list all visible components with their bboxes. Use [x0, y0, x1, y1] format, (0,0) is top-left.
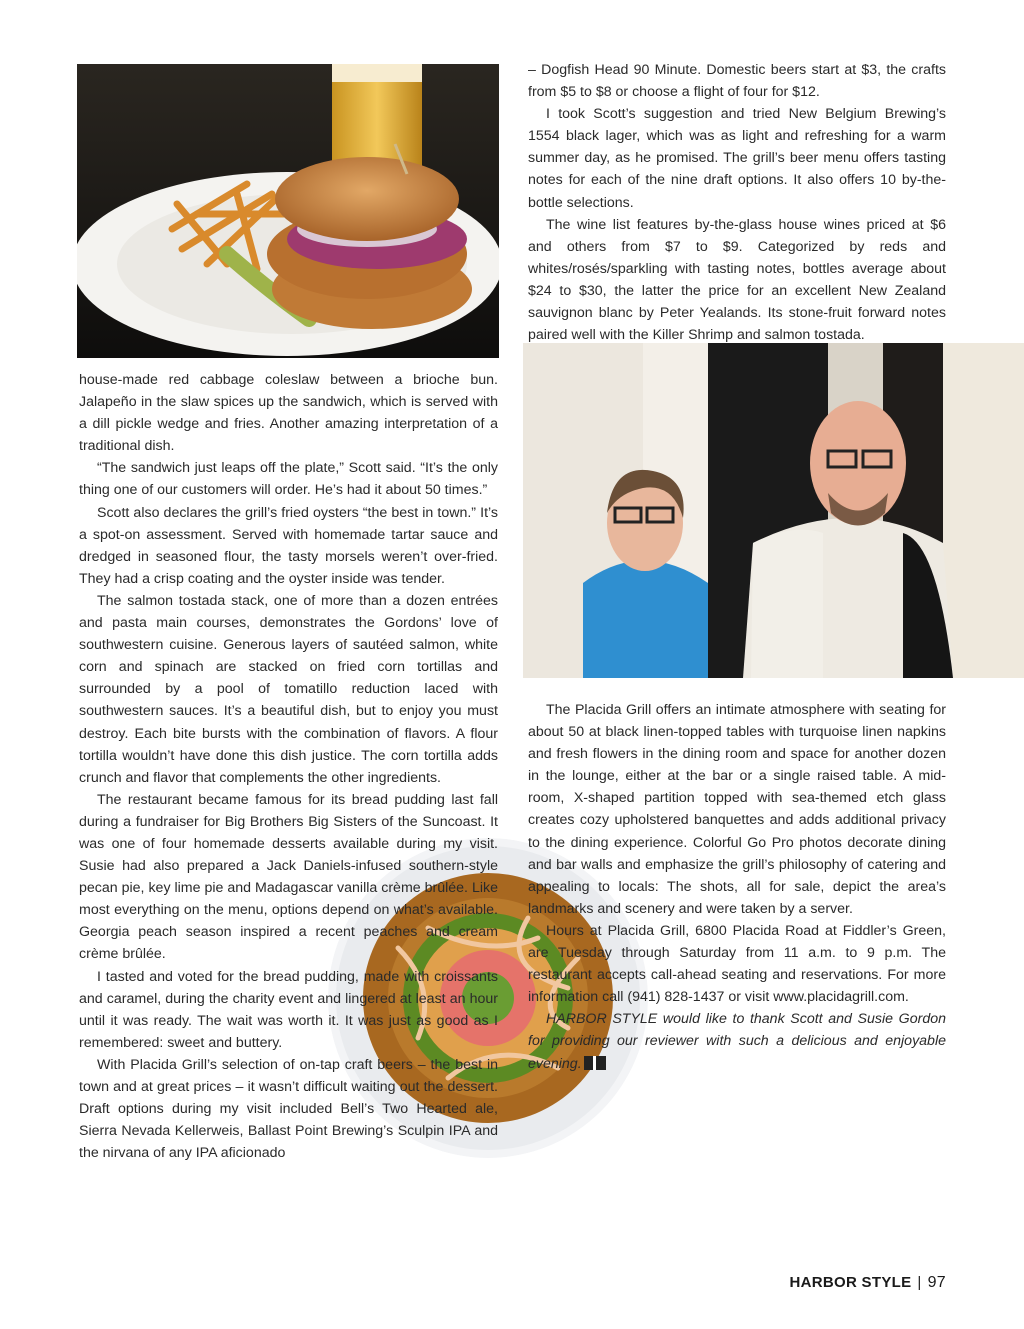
photo-chicken-sandwich — [77, 64, 499, 358]
footer-separator: | — [917, 1274, 922, 1291]
paragraph: With Placida Grill’s selection of on-tap craft beers – the best in town and at great prices – it wasn’t difficult waiting out the dessert. Draft options during my visit included Bell’s Two Hearted ale, Sierra Nevada Kellerweis, Ballast Point Brewing’s Sculpin IPA and the nirvana of any IPA aficionado — [79, 1056, 498, 1162]
photo-owners — [523, 343, 1024, 678]
paragraph: The restaurant became famous for its bread pudding last fall during a fundraiser for Big Brothers Big Sisters of the Suncoast. It was one of four homemade desserts available during my visit. Susie had also prepared a Jack Daniels-infused southern-style pecan pie, key lime pie and Madagascar vanilla crème brûlée. Like most everything on the menu, options depend on what’s available. Georgia peach season inspired a recent peaches and cream crème brûlée. — [79, 791, 498, 963]
paragraph: “The sandwich just leaps off the plate,” Scott said. “It’s the only thing one of our customers will order. He’s had it about 50 times.” — [79, 460, 498, 499]
paragraph: Hours at Placida Grill, 6800 Placida Road at Fiddler’s Green, are Tuesday through Saturday from 11 a.m. to 9 p.m. The restaurant accepts call-ahead seating and reservations. For more information call (941) 828-1437 or visit www.placidagrill.com. — [528, 922, 946, 1006]
paragraph: I took Scott’s suggestion and tried New Belgium Brewing’s 1554 black lager, which was as light and refreshing for a warm summer day, as he promised. The grill’s beer menu offers tasting notes for each of the nine draft options. It also offers 10 by-the-bottle selections. — [528, 106, 946, 211]
end-mark-icon — [584, 1056, 606, 1070]
paragraph: – Dogfish Head 90 Minute. Domestic beers start at $3, the crafts from $5 to $8 or choose a flight of four for $12. — [528, 62, 946, 101]
paragraph: house-made red cabbage coleslaw between a brioche bun. Jalapeño in the slaw spices up the sandwich, which is served with a dill pickle wedge and fries. Another amazing interpretation of a traditional dish. — [79, 372, 498, 455]
publication-name: HARBOR STYLE — [789, 1274, 912, 1291]
article-right-column-top — [528, 59, 946, 346]
paragraph: I tasted and voted for the bread pudding, made with croissants and caramel, during the charity event and lingered at least an hour until it was ready. The wait was worth it. It was just as good as I remembered: sweet and buttery. — [79, 968, 498, 1051]
article-left-column — [79, 369, 498, 1164]
page-footer — [789, 1274, 946, 1292]
page-number: 97 — [927, 1274, 946, 1291]
paragraph: Scott also declares the grill’s fried oysters “the best in town.” It’s a spot-on assessment. Served with homemade tartar sauce and dredged in seasoned flour, the tasty morsels weren’t over-fried. They had a crisp coating and the oyster inside was tender. — [79, 504, 498, 587]
paragraph: The wine list features by-the-glass house wines priced at $6 and others from $7 to $9. Categorized by reds and whites/rosés/sparkling with tasting notes, bottles average about $24 to $30, the latter the price for an excellent New Zealand sauvignon blanc by Peter Yealands. Its stone-fruit forward notes paired well with the Killer Shrimp and salmon tostada. — [528, 216, 946, 344]
thank-you-note: HARBOR STYLE would like to thank Scott and Susie Gordon for providing our reviewer with such a delicious and enjoyable evening. — [528, 1011, 946, 1072]
article-right-column-bottom — [528, 699, 946, 1075]
paragraph: The Placida Grill offers an intimate atmosphere with seating for about 50 at black linen-topped tables with turquoise linen napkins and fresh flowers in the dining room and space for another dozen in the lounge, either at the bar or a single raised table. A mid-room, X-shaped partition topped with sea-themed etch glass creates cozy upholstered banquettes and adds additional privacy to the dining experience. Colorful Go Pro photos decorate dining and bar walls and emphasize the grill’s philosophy of catering and appealing to locals: The shots, all for sale, depict the area’s landmarks and scenery and were taken by a server. — [528, 702, 946, 917]
paragraph: The salmon tostada stack, one of more than a dozen entrées and pasta main courses, demonstrates the Gordons’ love of southwestern cuisine. Generous layers of sautéed salmon, white corn and spinach are stacked on fried corn tortillas and surrounded by a pool of tomatillo reduction laced with southwestern sauces. It’s a beautiful dish, but to enjoy you must destroy. Each bite bursts with the combination of flavors. A flour tortilla wouldn’t have done this dish justice. The corn tortilla adds crunch and flavor that complements the other ingredients. — [79, 592, 498, 786]
